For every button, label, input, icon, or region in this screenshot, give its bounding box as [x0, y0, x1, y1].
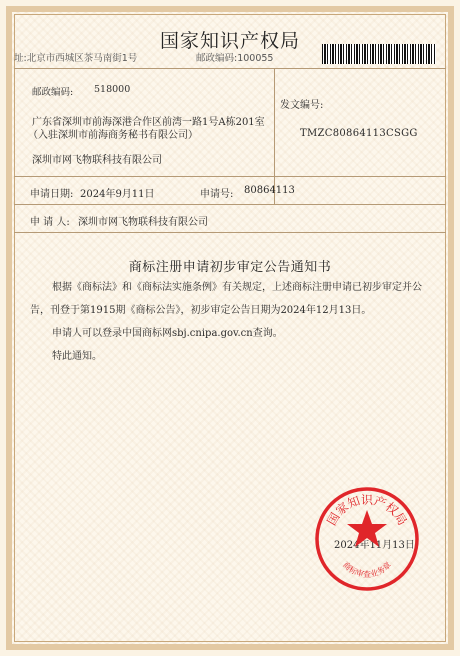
document-title: 国家知识产权局: [159, 30, 300, 52]
applicant-name: 深圳市网飞物联科技有限公司: [78, 217, 208, 228]
notice-closing: 特此通知。: [52, 351, 102, 362]
application-date: 2024年9月11日: [80, 189, 155, 200]
notice-paragraph-1-line-1: 根据《商标法》和《商标法实施条例》有关规定，上述商标注册申请已初步审定并公: [52, 282, 422, 293]
divider: [14, 232, 446, 233]
office-address: 址:北京市西城区茶马南街1号: [14, 53, 138, 64]
application-number-label: 申请号:: [200, 189, 234, 200]
column-divider: [274, 68, 275, 204]
divider: [14, 204, 446, 205]
application-date-label: 申请日期:: [30, 189, 74, 200]
official-seal: [314, 486, 420, 592]
recipient-company: 深圳市网飞物联科技有限公司: [32, 155, 162, 166]
doc-number-label: 发文编号:: [280, 100, 324, 111]
postal-code: 518000: [94, 84, 131, 95]
notice-title: 商标注册申请初步审定公告通知书: [128, 260, 332, 275]
postal-code-label: 邮政编码:: [32, 87, 74, 98]
recipient-address-line2: （入驻深圳市前海商务秘书有限公司）: [28, 130, 198, 141]
applicant-label: 申 请 人:: [30, 217, 70, 228]
divider: [14, 176, 446, 177]
application-number: 80864113: [244, 185, 295, 196]
issue-date: 2024年11月13日: [334, 540, 415, 551]
barcode: [322, 44, 436, 64]
seal-bottom-text: 商标审查业务章: [341, 560, 393, 579]
recipient-address-line1: 广东省深圳市前海深港合作区前湾一路1号A栋201室: [32, 117, 265, 128]
seal-star-icon: [347, 510, 387, 547]
doc-number: TMZC80864113CSGG: [300, 128, 418, 139]
divider: [14, 68, 446, 69]
seal-top-text: 国家知识产权局: [324, 493, 410, 528]
office-postcode: 邮政编码:100055: [196, 53, 274, 64]
notice-paragraph-2: 申请人可以登录中国商标网sbj.cnipa.gov.cn查询。: [52, 328, 283, 339]
notice-paragraph-1-line-2: 告，刊登于第1915期《商标公告》，初步审定公告日期为2024年12月13日。: [30, 305, 372, 316]
